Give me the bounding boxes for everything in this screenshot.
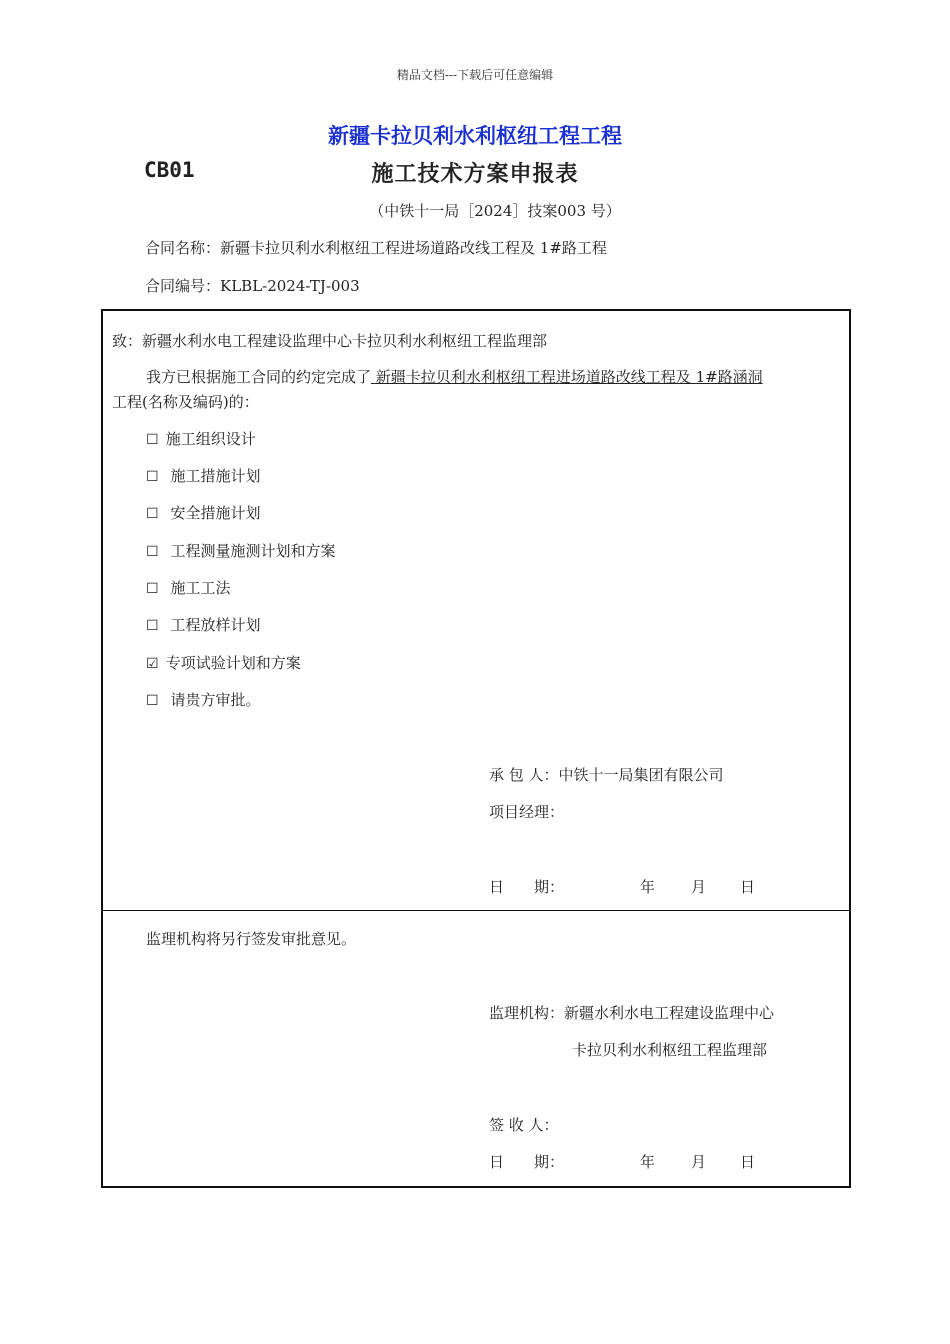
checklist-label: 工程测量施测计划和方案 xyxy=(170,542,336,560)
section-divider xyxy=(103,910,849,911)
checklist-item[interactable] xyxy=(146,428,256,449)
checkbox-empty-icon[interactable]: ☐ xyxy=(146,693,159,709)
checklist-label: 施工工法 xyxy=(170,579,231,597)
contractor-label: 承 包 人： xyxy=(489,766,559,784)
supervisor-value-2: 卡拉贝利水利枢纽工程监理部 xyxy=(572,1041,768,1059)
contractor-row xyxy=(489,764,724,785)
intro-prefix: 我方已根据施工合同的约定完成了 xyxy=(146,368,372,386)
intro-line-2: 工程(名称及编码)的： xyxy=(112,393,259,411)
contract-name: 合同名称：新疆卡拉贝利水利枢纽工程进场道路改线工程及 1#路工程 xyxy=(145,239,607,257)
form-code: CB01 xyxy=(144,158,195,182)
date-label: 日 期： xyxy=(489,1153,565,1171)
project-manager-label: 项目经理： xyxy=(489,803,565,821)
application-form-box xyxy=(101,309,851,1188)
date-label: 日 期： xyxy=(489,878,565,896)
checkbox-empty-icon[interactable]: ☐ xyxy=(146,432,159,448)
intro-line-1 xyxy=(146,366,763,387)
checklist-label: 施工措施计划 xyxy=(170,467,261,485)
checklist-item[interactable] xyxy=(146,540,336,561)
date-month: 月 xyxy=(691,878,707,896)
supervisor-value-1: 新疆水利水电工程建设监理中心 xyxy=(564,1004,775,1022)
contract-number: 合同编号：KLBL-2024-TJ-003 xyxy=(145,277,360,295)
date-year: 年 xyxy=(640,1153,656,1171)
project-title: 新疆卡拉贝利水利枢纽工程工程 xyxy=(328,124,622,148)
checklist-label: 施工组织设计 xyxy=(165,430,256,448)
checklist-label: 专项试验计划和方案 xyxy=(165,654,301,672)
checklist-label: 请贵方审批。 xyxy=(170,691,261,709)
header-note: 精品文档---下载后可任意编辑 xyxy=(396,68,554,82)
checkbox-empty-icon[interactable]: ☐ xyxy=(146,506,159,522)
checklist-item[interactable] xyxy=(146,502,261,523)
supervisor-label: 监理机构： xyxy=(489,1004,565,1022)
checkbox-empty-icon[interactable]: ☐ xyxy=(146,618,159,634)
form-title: 施工技术方案申报表 xyxy=(371,162,579,187)
checkbox-empty-icon[interactable]: ☐ xyxy=(146,469,159,485)
date-day: 日 xyxy=(740,1153,756,1171)
supervisor-row xyxy=(489,1002,774,1023)
checkbox-empty-icon[interactable]: ☐ xyxy=(146,581,159,597)
contractor-value: 中铁十一局集团有限公司 xyxy=(558,766,724,784)
checklist-label: 工程放样计划 xyxy=(170,616,261,634)
addressee: 致：新疆水利水电工程建设监理中心卡拉贝利水利枢纽工程监理部 xyxy=(112,332,548,350)
receiver-label: 签 收 人： xyxy=(489,1116,559,1134)
checklist-item[interactable] xyxy=(146,577,231,598)
date-day: 日 xyxy=(740,878,756,896)
supervisor-date-row xyxy=(489,1151,755,1172)
checklist-item[interactable] xyxy=(146,689,261,710)
checkbox-empty-icon[interactable]: ☐ xyxy=(146,544,159,560)
checklist-item[interactable] xyxy=(146,652,301,673)
document-number: （中铁十一局［2024］技案003 号） xyxy=(369,202,621,220)
checklist-item[interactable] xyxy=(146,465,261,486)
date-year: 年 xyxy=(640,878,656,896)
supervisor-note: 监理机构将另行签发审批意见。 xyxy=(146,930,357,948)
contractor-date-row xyxy=(489,876,755,897)
checklist-item[interactable] xyxy=(146,614,261,635)
checkbox-checked-icon[interactable]: ☑ xyxy=(146,656,159,672)
date-month: 月 xyxy=(691,1153,707,1171)
work-name: 新疆卡拉贝利水利枢纽工程进场道路改线工程及 1#路涵洞 xyxy=(375,368,763,386)
checklist-label: 安全措施计划 xyxy=(170,504,261,522)
